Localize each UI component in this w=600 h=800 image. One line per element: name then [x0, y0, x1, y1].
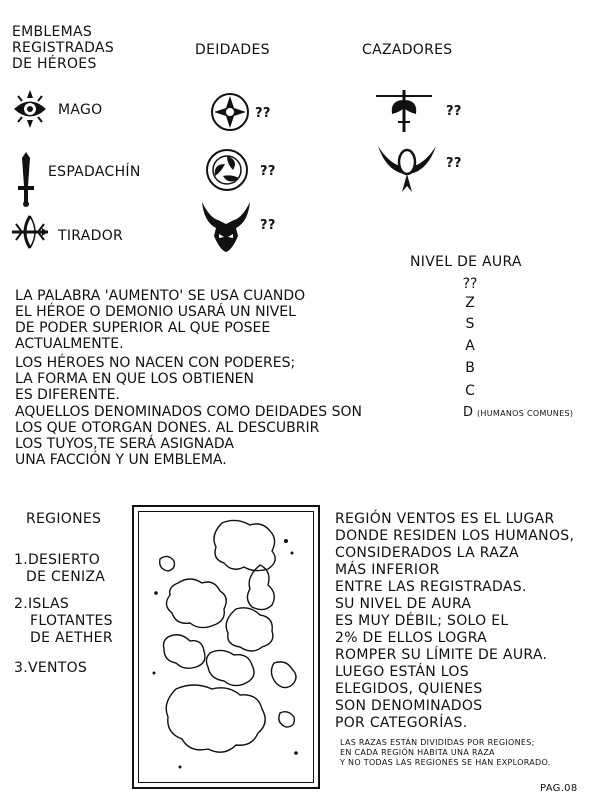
ventos-text-2: DONDE RESIDEN LOS HUMANOS, — [335, 528, 575, 544]
region-1-line-1: 1.DESIERTO — [14, 552, 101, 568]
text-deidades-1: AQUELLOS DENOMINADOS COMO DEIDADES SON — [15, 404, 362, 420]
ventos-text-7: ES MUY DÉBIL; SOLO EL — [335, 613, 509, 629]
region-2-line-2: FLOTANTES — [30, 613, 113, 629]
region-3-line-1: 3.VENTOS — [14, 660, 88, 676]
hunters-header: CAZADORES — [362, 42, 453, 58]
star-circle-icon — [210, 92, 250, 132]
winged-axe-icon — [374, 86, 434, 134]
ventos-text-1: REGIÓN VENTOS ES EL LUGAR — [335, 511, 555, 527]
text-deidades-2: LOS QUE OTORGAN DONES. AL DESCUBRIR — [15, 420, 320, 436]
map-landmass — [140, 513, 312, 781]
text-poderes-1: LOS HÉROES NO NACEN CON PODERES; — [15, 355, 296, 371]
ventos-text-9: ROMPER SU LÍMITE DE AURA. — [335, 647, 548, 663]
emblems-header-line-1: EMBLEMAS — [12, 24, 93, 40]
triskelion-icon — [205, 148, 249, 192]
aura-level-a: A — [465, 338, 475, 354]
eye-icon — [12, 88, 48, 130]
text-poderes-2: LA FORMA EN QUE LOS OBTIENEN — [15, 371, 254, 387]
text-poderes-3: ES DIFERENTE. — [15, 387, 120, 403]
ventos-text-11: ELEGIDOS, QUIENES — [335, 681, 483, 697]
aura-title: NIVEL DE AURA — [410, 254, 522, 270]
ventos-text-8: 2% DE ELLOS LOGRA — [335, 630, 488, 646]
hunter-2-unknown: ?? — [446, 156, 462, 171]
text-aumento-2: EL HÉROE O DEMONIO USARÁ UN NIVEL — [15, 304, 296, 320]
emblems-header-line-2: REGISTRADAS — [12, 40, 115, 56]
deity-1-unknown: ?? — [255, 106, 271, 121]
regions-map — [132, 505, 320, 789]
text-aumento-1: LA PALABRA 'AUMENTO' SE USA CUANDO — [15, 288, 306, 304]
hunter-1-unknown: ?? — [446, 104, 462, 119]
ventos-text-5: ENTRE LAS REGISTRADAS. — [335, 579, 527, 595]
aura-level-unknown: ?? — [462, 276, 478, 292]
aura-level-d-note: (HUMANOS COMUNES) — [477, 409, 574, 418]
winged-crest-icon — [376, 140, 438, 194]
deity-2-unknown: ?? — [260, 164, 276, 179]
text-aumento-4: ACTUALMENTE. — [15, 336, 124, 352]
ventos-text-4: MÁS INFERIOR — [335, 562, 440, 578]
class-label-shooter: TIRADOR — [58, 228, 124, 244]
text-deidades-3: LOS TUYOS,TE SERÁ ASIGNADA — [15, 436, 234, 452]
region-1-line-2: DE CENIZA — [26, 569, 106, 585]
aura-level-c: C — [465, 383, 475, 399]
footnote-line-2: EN CADA REGIÓN HABITA UNA RAZA — [340, 748, 495, 757]
page-number: PAG.08 — [540, 783, 578, 794]
emblems-header-line-3: DE HÉROES — [12, 56, 97, 72]
class-label-swordsman: ESPADACHÍN — [48, 164, 141, 180]
ventos-text-10: LUEGO ESTÁN LOS — [335, 664, 469, 680]
regions-title: REGIONES — [26, 511, 102, 527]
region-2-line-1: 2.ISLAS — [14, 596, 70, 612]
deity-3-unknown: ?? — [260, 218, 276, 233]
aura-level-b: B — [465, 360, 475, 376]
text-deidades-4: UNA FACCIÓN Y UN EMBLEMA. — [15, 452, 227, 468]
deities-header: DEIDADES — [195, 42, 270, 58]
ventos-text-3: CONSIDERADOS LA RAZA — [335, 545, 519, 561]
footnote-line-3: Y NO TODAS LAS REGIONES SE HAN EXPLORADO. — [340, 758, 551, 767]
class-label-mage: MAGO — [58, 102, 103, 118]
ventos-text-6: SU NIVEL DE AURA — [335, 596, 472, 612]
ventos-text-13: POR CATEGORÍAS. — [335, 715, 468, 731]
dagger-icon — [14, 150, 38, 208]
ventos-text-12: SON DENOMINADOS — [335, 698, 483, 714]
demon-horns-icon — [198, 200, 254, 254]
text-aumento-3: DE PODER SUPERIOR AL QUE POSEE — [15, 320, 271, 336]
crossbow-icon — [10, 214, 50, 250]
footnote-line-1: LAS RAZAS ESTÁN DIVIDIDAS POR REGIONES; — [340, 738, 535, 747]
aura-level-z: Z — [465, 295, 475, 311]
region-2-line-3: DE AETHER — [30, 630, 113, 646]
aura-level-s: S — [465, 316, 475, 332]
aura-level-d: D — [463, 405, 474, 420]
